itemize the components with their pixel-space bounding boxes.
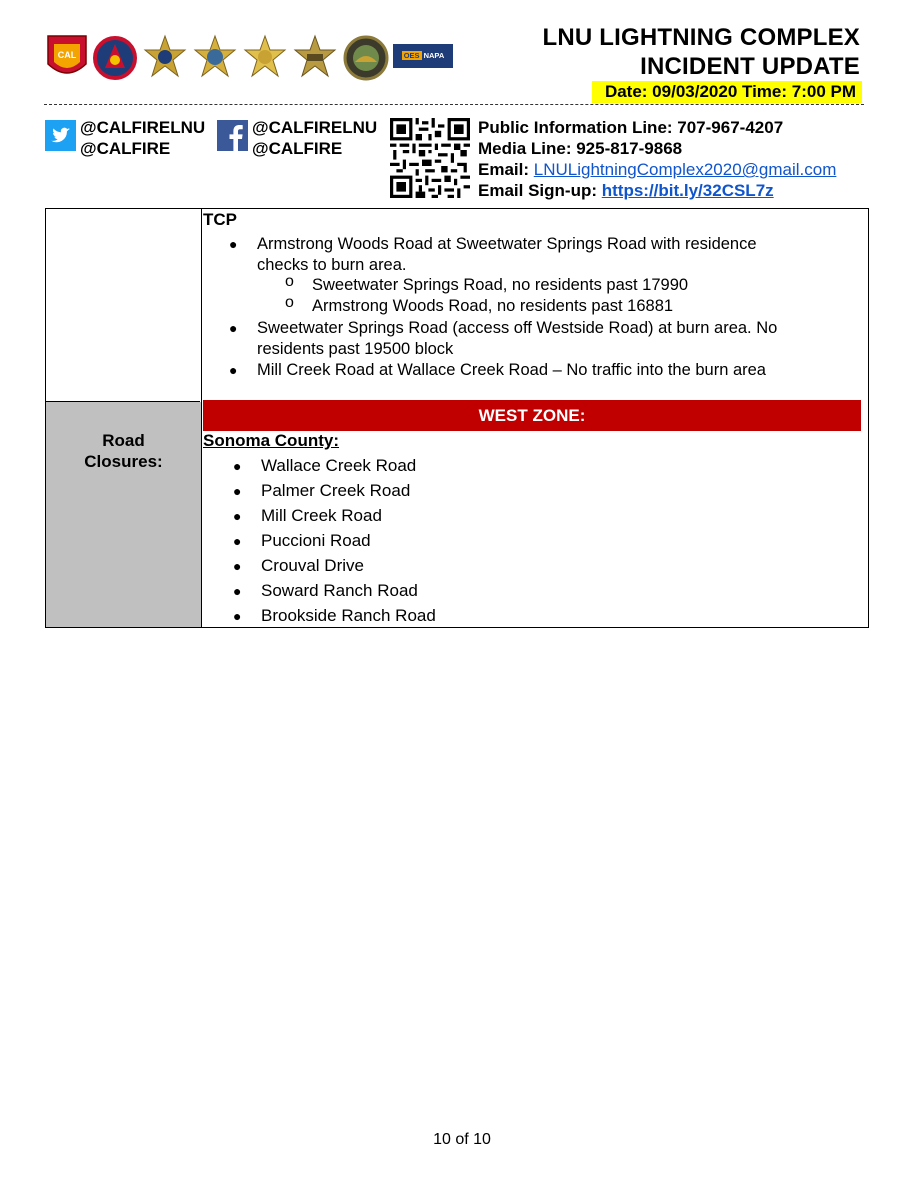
sheriff-star-badge	[293, 34, 337, 82]
tcp-item	[257, 234, 757, 275]
fire-department-logo	[93, 34, 137, 82]
qr-code-icon[interactable]	[390, 118, 470, 198]
email-line	[478, 160, 836, 180]
bullet-icon: ●	[229, 236, 238, 252]
tcp-item-line: residents past 19500 block	[257, 339, 454, 358]
signup-label: Email Sign-up:	[478, 181, 602, 200]
public-info-line: Public Information Line: 707-967-4207	[478, 118, 784, 137]
sub-bullet-icon: o	[285, 273, 294, 290]
sheriff-star-badge	[243, 34, 287, 82]
road-closure-item: Brookside Ranch Road	[261, 606, 436, 625]
table-column-divider	[201, 208, 202, 628]
napa-county-oes-logo: OES NAPA COUNTY	[393, 44, 453, 68]
tcp-item-line: checks to burn area.	[257, 255, 407, 274]
calfire-logo	[46, 34, 88, 82]
agency-logos	[46, 34, 445, 84]
media-line: Media Line: 925-817-9868	[478, 139, 683, 158]
email-label: Email:	[478, 160, 534, 179]
county-heading: Sonoma County:	[203, 431, 339, 450]
page-title-line1: LNU LIGHTNING COMPLEX	[542, 24, 860, 51]
tcp-item-line: Armstrong Woods Road at Sweetwater Springs Road with residence	[257, 235, 757, 253]
page-title-line2: INCIDENT UPDATE	[640, 53, 860, 80]
date-time-banner: Date: 09/03/2020 Time: 7:00 PM	[592, 81, 862, 103]
signup-line	[478, 181, 774, 201]
facebook-handle[interactable]: @CALFIRE	[252, 139, 343, 158]
svg-text:CAL: CAL	[57, 50, 77, 60]
road-closures-label	[46, 430, 201, 472]
road-closures-label-line2: Closures:	[84, 452, 163, 471]
twitter-icon[interactable]	[45, 120, 76, 151]
bullet-icon: ●	[229, 362, 238, 378]
bullet-icon: ●	[233, 608, 242, 624]
road-closure-item: Puccioni Road	[261, 531, 371, 550]
bullet-icon: ●	[233, 508, 242, 524]
road-closure-item: Mill Creek Road	[261, 506, 382, 525]
facebook-icon[interactable]	[217, 120, 248, 151]
sub-bullet-icon: o	[285, 294, 294, 311]
page-number: 10 of 10	[433, 1131, 491, 1148]
road-closure-item: Soward Ranch Road	[261, 581, 418, 600]
bullet-icon: ●	[233, 533, 242, 549]
road-closure-item: Crouval Drive	[261, 556, 364, 575]
sheriff-star-badge	[143, 34, 187, 82]
twitter-handle[interactable]: @CALFIRE	[80, 139, 171, 158]
signup-link[interactable]: https://bit.ly/32CSL7z	[601, 181, 774, 200]
county-seal-logo	[343, 34, 389, 82]
tcp-item: Mill Creek Road at Wallace Creek Road – No traffic into the burn area	[257, 361, 766, 379]
road-closure-item: Palmer Creek Road	[261, 481, 411, 500]
tcp-sub-item: Sweetwater Springs Road, no residents past 17990	[312, 276, 689, 294]
bullet-icon: ●	[229, 320, 238, 336]
email-link[interactable]: LNULightningComplex2020@gmail.com	[533, 160, 837, 179]
bullet-icon: ●	[233, 583, 242, 599]
tcp-heading: TCP	[203, 210, 237, 229]
road-closure-item: Wallace Creek Road	[261, 456, 417, 475]
west-zone-banner: WEST ZONE:	[203, 400, 861, 431]
bullet-icon: ●	[233, 483, 242, 499]
facebook-handle[interactable]: @CALFIRELNU	[252, 118, 378, 137]
bullet-icon: ●	[233, 558, 242, 574]
twitter-handle[interactable]: @CALFIRELNU	[80, 118, 206, 137]
sheriff-star-badge	[193, 34, 237, 82]
bullet-icon: ●	[233, 458, 242, 474]
tcp-item-line: Sweetwater Springs Road (access off Westside Road) at burn area. No	[257, 319, 778, 337]
road-closures-label-line1: Road	[102, 431, 145, 450]
header-divider	[44, 104, 864, 105]
tcp-sub-item: Armstrong Woods Road, no residents past 16881	[312, 297, 674, 315]
tcp-item	[257, 318, 777, 359]
